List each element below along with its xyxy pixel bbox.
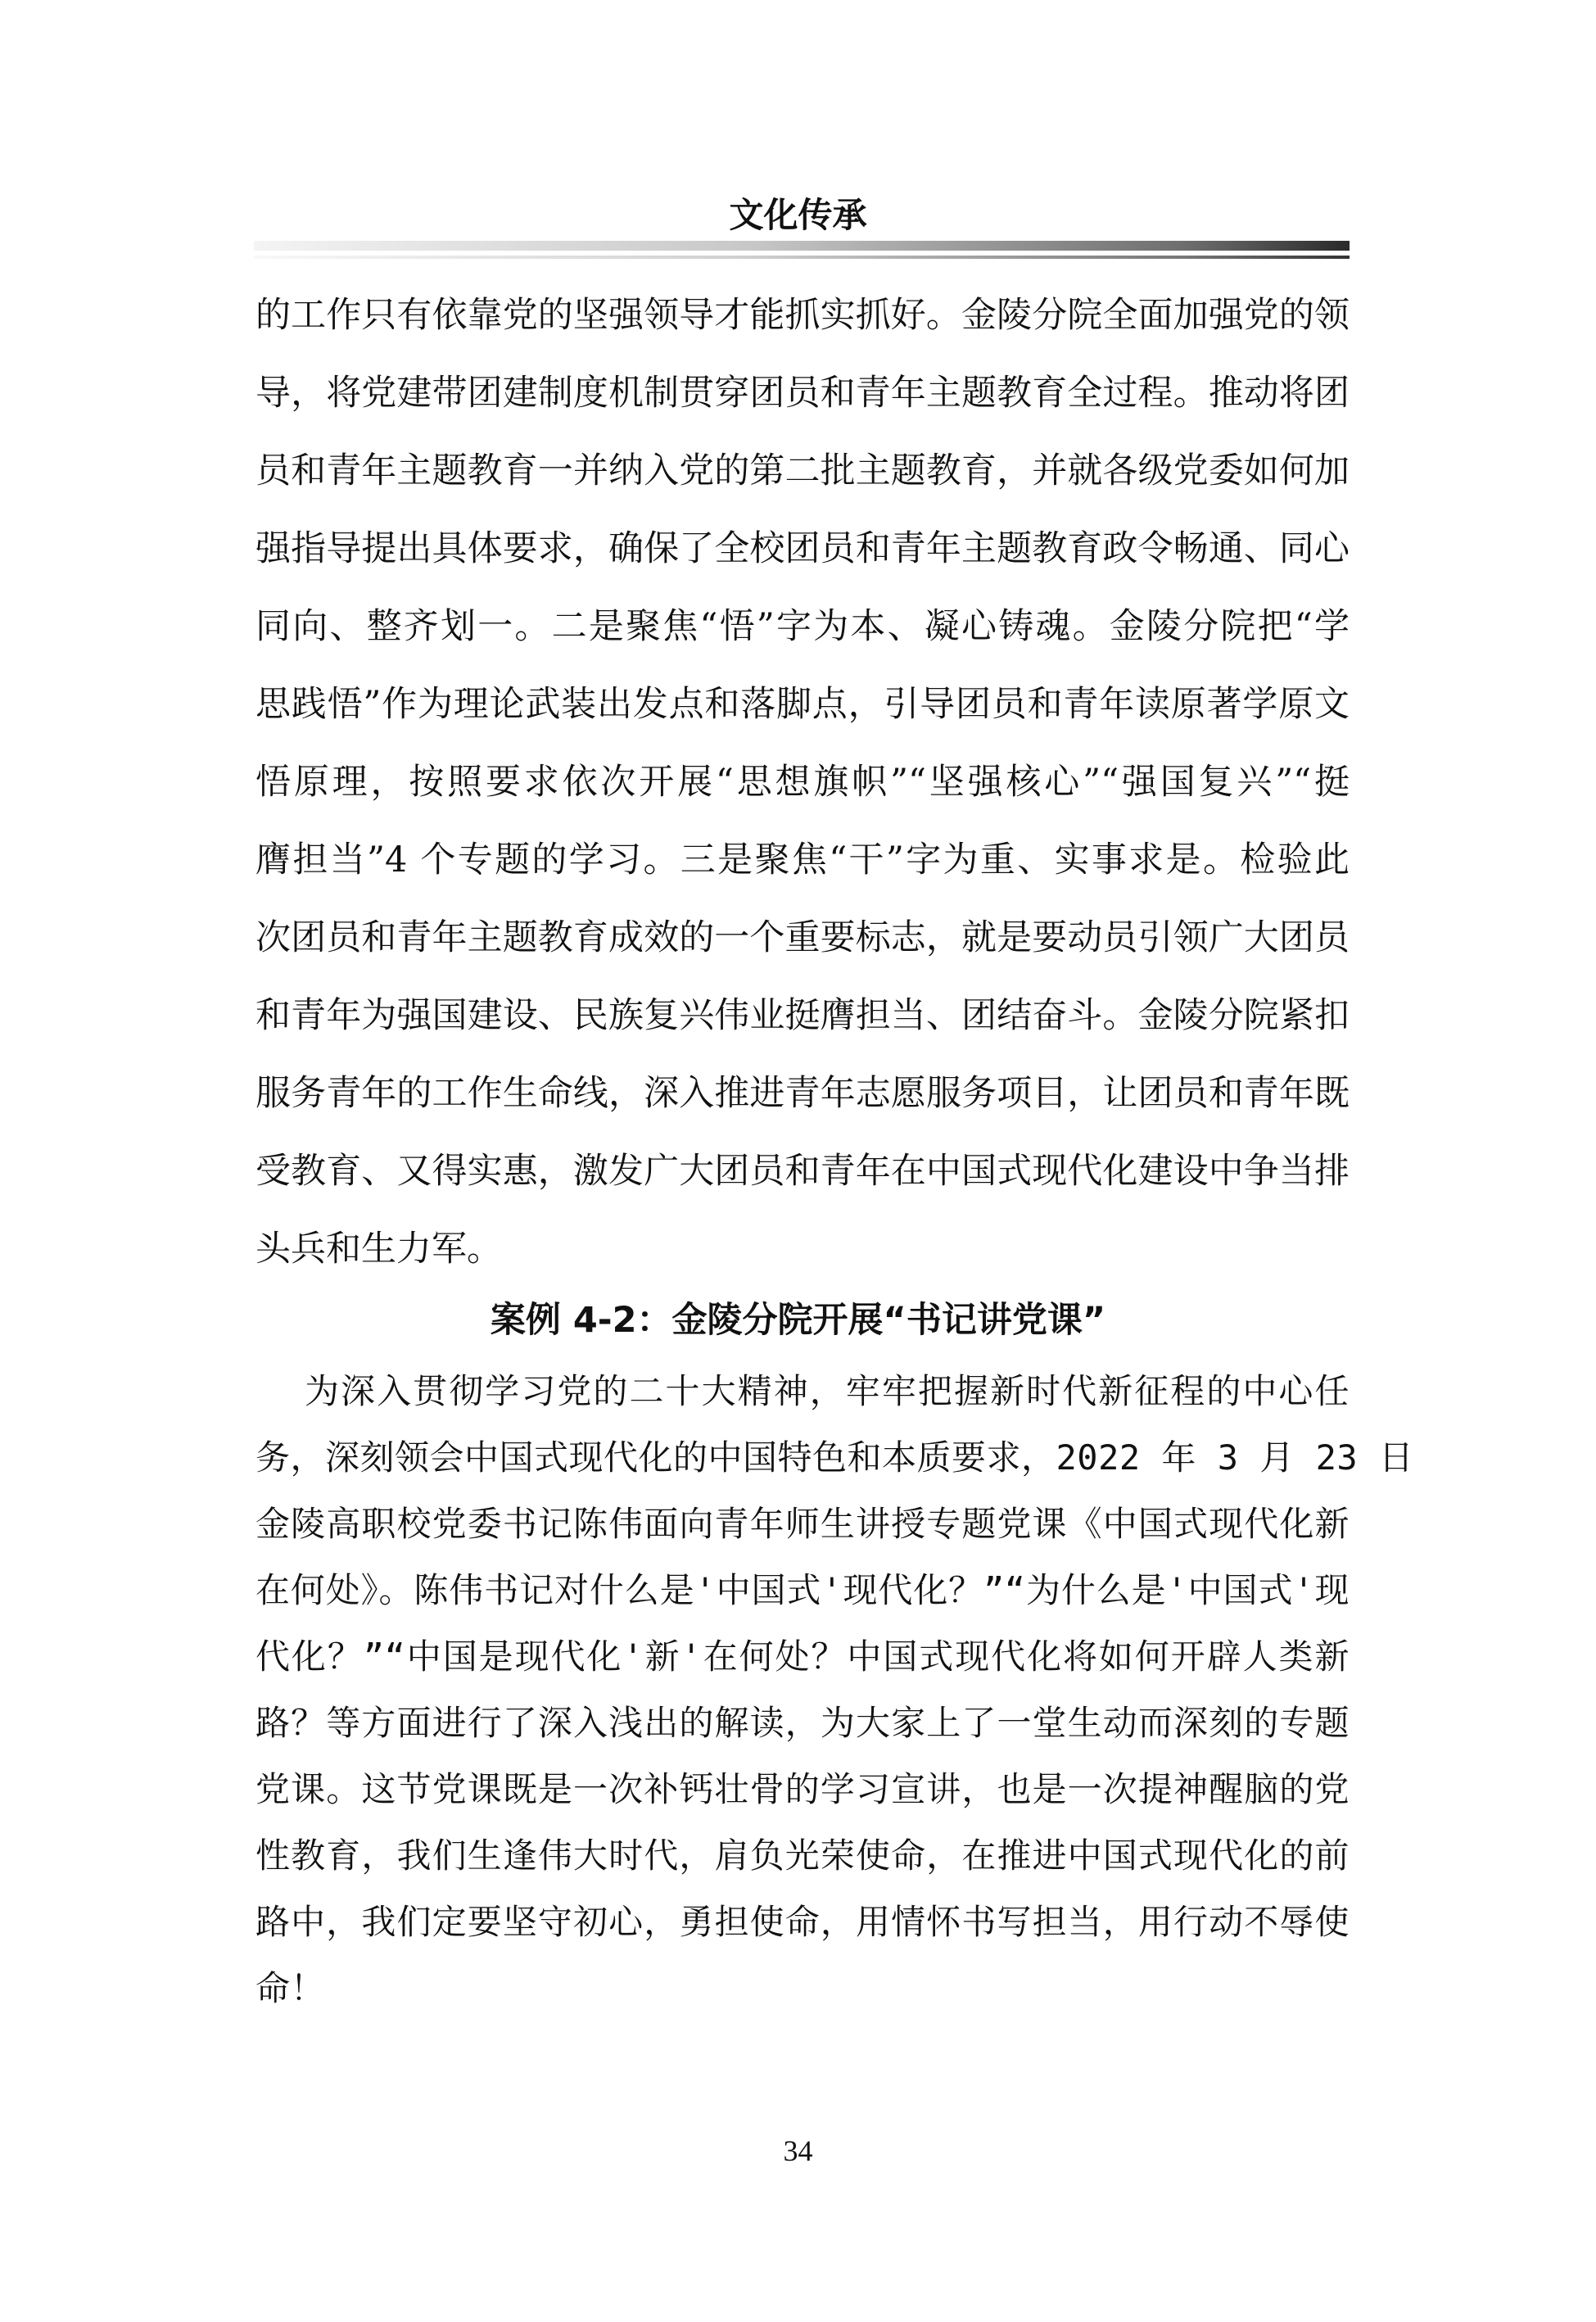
header-rule bbox=[254, 241, 1350, 262]
header-rule-thick bbox=[254, 241, 1350, 251]
paragraph-line: 悟原理，按照要求依次开展“思想旗帜”“坚强核心”“强国复兴”“挺 bbox=[255, 762, 1350, 803]
case-line: 在何处》。陈伟书记对什么是'中国式'现代化？”“为什么是'中国式'现 bbox=[255, 1570, 1350, 1610]
header-rule-thin bbox=[254, 256, 1350, 259]
case-line: 为深入贯彻学习党的二十大精神，牢牢把握新时代新征程的中心任 bbox=[305, 1371, 1350, 1411]
paragraph-line: 头兵和生力军。 bbox=[255, 1229, 502, 1270]
paragraph-line: 员和青年主题教育一并纳入党的第二批主题教育，并就各级党委如何加 bbox=[255, 450, 1350, 491]
paragraph-line: 次团员和青年主题教育成效的一个重要标志，就是要动员引领广大团员 bbox=[255, 917, 1350, 958]
case-line: 路中，我们定要坚守初心，勇担使命，用情怀书写担当，用行动不辱使 bbox=[255, 1902, 1350, 1942]
paragraph-line: 的工作只有依靠党的坚强领导才能抓实抓好。金陵分院全面加强党的领 bbox=[255, 295, 1350, 336]
page-number: 34 bbox=[783, 2134, 813, 2167]
case-line: 代化？”“中国是现代化'新'在何处？中国式现代化将如何开辟人类新 bbox=[255, 1636, 1350, 1677]
paragraph-line: 同向、整齐划一。二是聚焦“悟”字为本、凝心铸魂。金陵分院把“学 bbox=[255, 606, 1350, 647]
case-line: 路？等方面进行了深入浅出的解读，为大家上了一堂生动而深刻的专题 bbox=[255, 1703, 1350, 1743]
paragraph-line: 服务青年的工作生命线，深入推进青年志愿服务项目，让团员和青年既 bbox=[255, 1073, 1350, 1114]
case-title: 案例 4-2：金陵分院开展“书记讲党课” bbox=[490, 1300, 1106, 1341]
paragraph-line: 和青年为强国建设、民族复兴伟业挺膺担当、团结奋斗。金陵分院紧扣 bbox=[255, 995, 1350, 1036]
case-line: 金陵高职校党委书记陈伟面向青年师生讲授专题党课《中国式现代化新 bbox=[255, 1504, 1350, 1544]
running-header-title: 文化传承 bbox=[729, 195, 867, 235]
case-line: 党课。这节党课既是一次补钙壮骨的学习宣讲，也是一次提神醒脑的党 bbox=[255, 1769, 1350, 1809]
case-line: 务，深刻领会中国式现代化的中国特色和本质要求，2022 年 3 月 23 日 bbox=[255, 1437, 1414, 1478]
paragraph-line: 受教育、又得实惠，激发广大团员和青年在中国式现代化建设中争当排 bbox=[255, 1151, 1350, 1192]
paragraph-line: 思践悟”作为理论武装出发点和落脚点，引导团员和青年读原著学原文 bbox=[255, 684, 1350, 725]
case-line: 命！ bbox=[255, 1968, 326, 2008]
case-line: 性教育，我们生逢伟大时代，肩负光荣使命，在推进中国式现代化的前 bbox=[255, 1835, 1350, 1876]
paragraph-line: 强指导提出具体要求，确保了全校团员和青年主题教育政令畅通、同心 bbox=[255, 528, 1350, 569]
paragraph-line: 导，将党建带团建制度机制贯穿团员和青年主题教育全过程。推动将团 bbox=[255, 373, 1350, 414]
paragraph-line: 膺担当”4 个专题的学习。三是聚焦“干”字为重、实事求是。检验此 bbox=[255, 840, 1350, 880]
